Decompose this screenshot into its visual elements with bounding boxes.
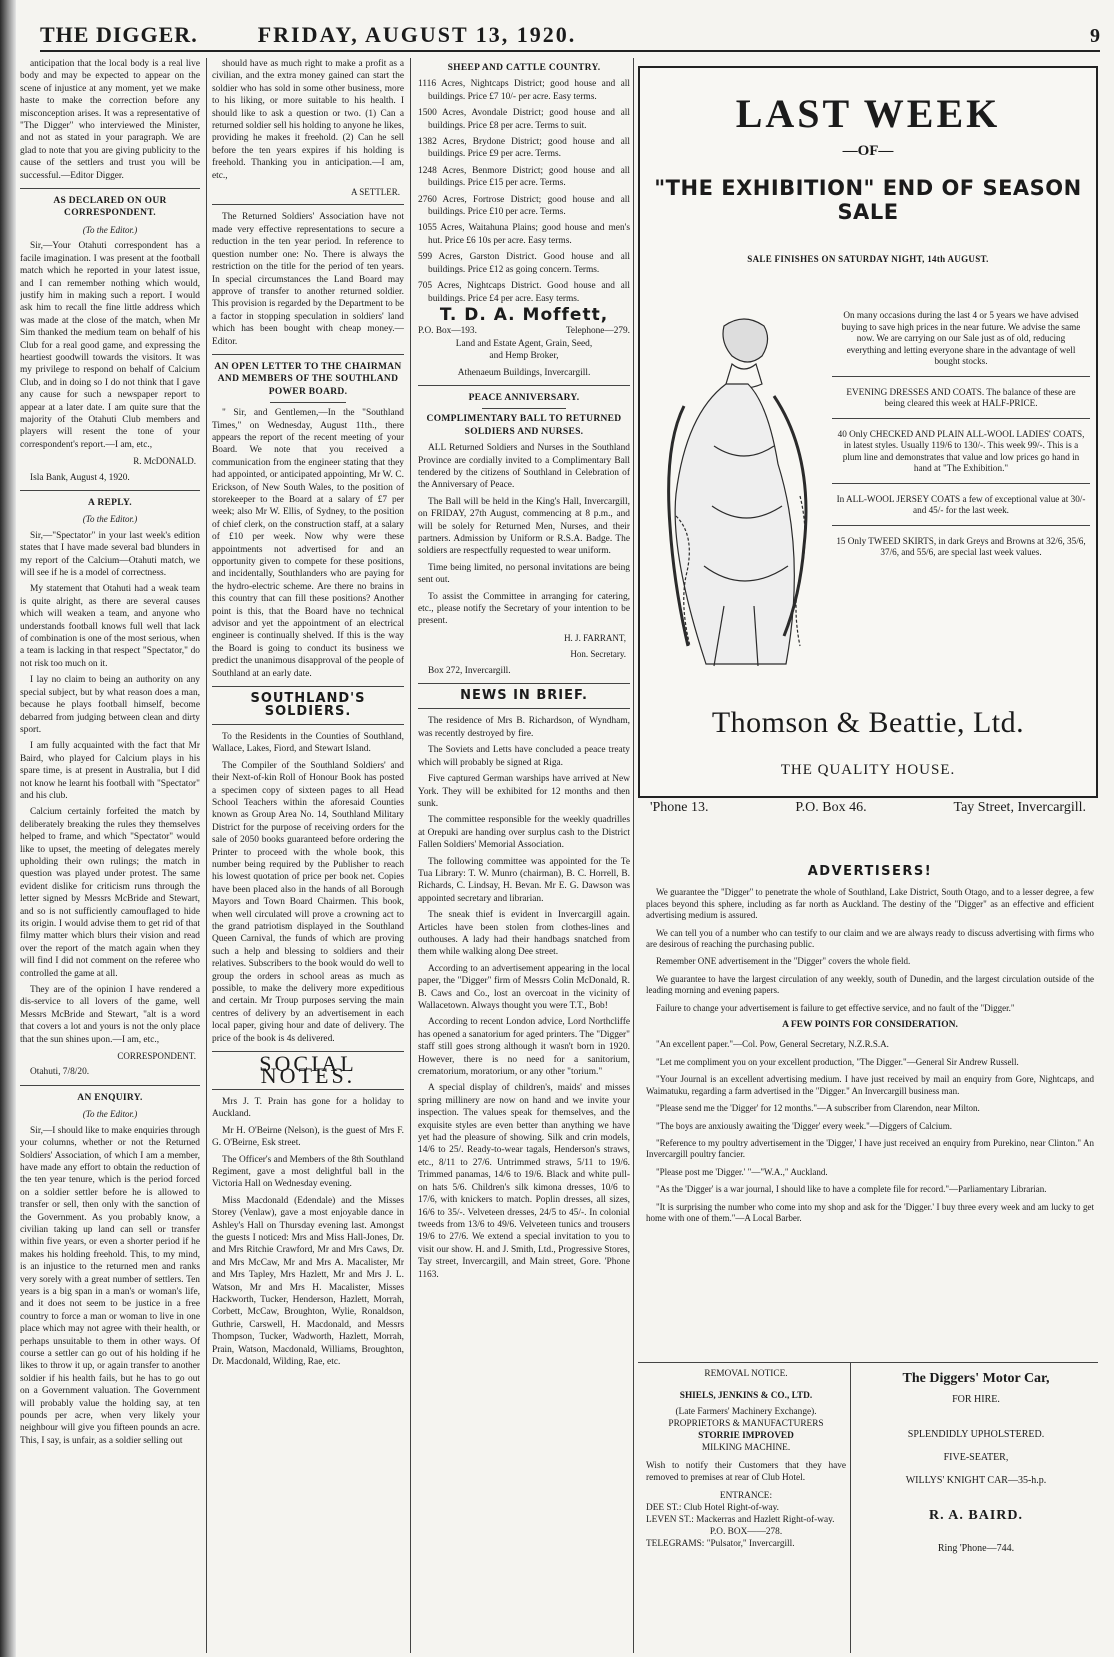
ad-sale-title: "THE EXHIBITION" END OF SEASON SALE: [654, 176, 1082, 224]
testimonial: "It is surprising the number who come into my shop and ask for the 'Digger.' I buy three every week and am lucky to get home with one of them."—A Local Barber.: [646, 1201, 1094, 1223]
binding-edge: [0, 0, 16, 1657]
letter-signature: A SETTLER.: [351, 187, 400, 198]
testimonial: "Please send me the 'Digger' for 12 months."—A subscriber from Clarendon, near Milton.: [656, 1103, 980, 1114]
advertisers-notice: [646, 866, 1094, 1230]
property-listing: 1500 Acres, Avondale District; good house and all buildings. Price £8 per acre. Terms to suit.: [418, 108, 630, 131]
to-editor: (To the Editor.): [82, 514, 138, 525]
heading-peace: PEACE ANNIVERSARY.: [468, 392, 580, 403]
news-item: The residence of Mrs B. Richardson, of Wyndham, was recently destroyed by fire.: [418, 716, 630, 739]
ad-item: 15 Only TWEED SKIRTS, in dark Greys and Browns at 32/6, 35/6, 37/6, and 55/6, are special last week values.: [836, 535, 1086, 557]
ball-paragraph: Time being limited, no personal invitations are being sent out.: [418, 562, 630, 586]
testimonial: "Let me compliment you on your excellent production, "The Digger."—General Sir Andrew Russell.: [656, 1056, 1019, 1067]
motor-title: The Diggers' Motor Car,: [902, 1371, 1050, 1386]
heading-enquiry: AN ENQUIRY.: [77, 1092, 143, 1103]
column-2: [212, 58, 404, 1653]
column-rule: [410, 58, 411, 1653]
letter-paragraph: Calcium certainly forfeited the match by deliberately breaking the rules they themselves helped to frame, and which "Spectator" would like to upset, the meeting of delegates merely upholding their own rulings; the match in question was played under protest. The same evident dislike for criticism runs through the letter signed by Messrs McBride and Stewart, and so is not sufficiently camouflaged to hide its origin. I would advise them to get rid of that filmy matter which blurs their vision and read over the report of the match again when they will find I did not comment on the referee who controlled the game at all.: [20, 807, 200, 979]
motor-upholstered: SPLENDIDLY UPHOLSTERED.: [907, 1429, 1045, 1440]
removal-firm: SHIELS, JENKINS & CO., LTD.: [679, 1391, 813, 1401]
motor-car-ad: [858, 1372, 1094, 1555]
ball-signature-title: Hon. Secretary.: [570, 649, 626, 660]
paper-title: THE DIGGER.: [40, 22, 198, 47]
moffett-phone: Telephone—279.: [565, 326, 630, 337]
advertisers-title: ADVERTISERS!: [807, 864, 933, 879]
letter-paragraph: They are of the opinion I have rendered a dis-service to all lovers of the game, well Messrs McBride and Stewart, "alt is a word that covers a lot and yours is not the only place that the sun shines upon.—I am, etc.,: [20, 985, 200, 1045]
testimonial: "Your Journal is an excellent advertising medium. I have just received by mail an enquiry from Gore, Nightcaps, and Waimatuku, regarding a farm advertised in the "Digger." An Invercargill business man.: [646, 1074, 1094, 1096]
soldiers-paragraph: The Compiler of the Southland Soldiers' and their Next-of-kin Roll of Honour Book has posted a specimen copy of sixteen pages to all Head School Teachers within the aforesaid Counties known as Group Area No. 14, Southland Military District for the purpose of receiving orders for the sale of 2050 books guaranteed before ordering the Printer to proceed with the whole book, this number being required by the Publisher to reach his lowest quotation of price per book net. Copies have been placed also in the hands of all Borough Mayors and Town Board Chairmen. This book, when well circulated will prove a crowning act to the grand patriotism displayed in the Southland Queen Carnival, the funds of which are proving such a help and blessing to soldiers and their relatives. Subscribers to the book would do well to group the orders in school areas as much as possible, to make the delivery more expeditious and certain. Mr Troup purposes serving the main centres of delivery by an advertisement in each local paper, giving hour and date of delivery. The price of the book is 4s delivered.: [212, 760, 404, 1044]
letter-continued: should have as much right to make a profit as a civilian, and the extra money gained can start the soldier who has sold in some other business, more to his liking, or more suitable to his health. I should like to ask a question or two. (1) Can a returned soldier sell his holding to anyone he likes, providing he makes it freehold. (2) Can he sell before the ten years expires if his holding is freehold. Thanking you in anticipation.—I am, etc.,: [212, 59, 404, 181]
ball-paragraph: ALL Returned Soldiers and Nurses in the Southland Province are cordially invited to a Complimentary Ball tendered by the citizens of Southland in Celebration of the Anniversary of Peace.: [418, 443, 630, 491]
news-item: The Soviets and Letts have concluded a peace treaty which will probably be signed at Riga.: [418, 745, 630, 768]
news-item: The following committee was appointed for the Te Tua Library: T. W. Munro (chairman), B. C. Horrell, B. Richards, C. Lindsay, H. Bevan. Mr E. G. Dawson was appointed secretary and librarian.: [418, 856, 630, 904]
editor-reply: The Returned Soldiers' Association have not made very effective representations to secure a reduction in the ten year period. In reference to question number one: No. There is always the restriction on the title for the period of ten years. In special circumstances the Land Board may approve of transfer to another returned soldier. This provision is regarded by the Department to be a factor in stopping speculation in soldiers' land which has been bought with cheap money.—Editor.: [212, 212, 404, 347]
removal-milking: MILKING MACHINE.: [701, 1443, 791, 1453]
motor-hire: FOR HIRE.: [952, 1394, 1000, 1405]
motor-phone: Ring 'Phone—744.: [937, 1543, 1015, 1554]
ball-box: Box 272, Invercargill.: [428, 665, 511, 676]
column-1: [20, 58, 200, 1653]
masthead: [40, 20, 1100, 52]
open-letter-body: " Sir, and Gentlemen,—In the "Southland Times," on Wednesday, August 11th., there appears the report of the recent meeting of your Board. We note that you received a communication from the engineer stating that they had appointed, or anticipated appointing, Mr W. C. Erickson, of New South Wales, to the position of storekeeper to the Board at a salary of £7 per week; also Mr W. Ellis, of Sydney, to the position of chief clerk, on the construction staff, at a salary of £10 per week. Now why were these appointments not advertised for and an opportunity given to compete for these positions, and incidentally, Southlanders who are paying for the hydro-electric scheme. Are there no brains in this country that can fill these positions? Another point is this, that the Board have no technical advisor and yet the appointment of an electrical engineer is continually shelved. If this is the way the Board is going to conduct its business we predict the unanimous disapproval of the people of Southland at an early date.: [212, 408, 404, 679]
letter-paragraph: Sir,—I should like to make enquiries through your columns, whether or not the Returned Soldiers' Association, of which I am a member, have made any effort to obtain the reduction of the ten year tenure, which is the period forced on a soldier settler before he is allowed to transfer or sell, then only with the sanction of the Government. As you probably know, a civilian taking up land can sell or transfer within five years, or even a shorter period if he makes his holding freehold. This, to my mind, is an injustice to the returned men and ranks very sorely with a great number of settlers. Ten years is a big span in a man's or woman's life, and it does not seem to be justice in a free country to force a man or woman to live in one place which may not agree with their health, or perhaps unsuitable to them in other ways. Of course a settler can go out of his holding if he likes to throw it up, or again transfer to another soldier if his health fails, but he has to go out on a Government valuation. The Government will probably value the holding say, at ten pounds per acre, when very likely your neighbour will give you fifteen pounds an acre. This, I say, is unfair, as a soldier selling out: [20, 1125, 200, 1446]
ad-item: EVENING DRESSES AND COATS. The balance of these are being cleared this week at HALF-PRICE.: [832, 377, 1090, 419]
moffett-name: T. D. A. Moffett,: [439, 304, 609, 325]
ad-item: In ALL-WOOL JERSEY COATS a few of exceptional value at 30/- and 45/- for the last week.: [832, 484, 1090, 526]
removal-storrie: STORRIE IMPROVED: [698, 1431, 794, 1441]
testimonial: "Reference to my poultry advertisement in the 'Digger,' I have just received an enquiry from Purekino, near Clinton." An Invercargill poultry fancier.: [646, 1137, 1094, 1160]
motor-seater: FIVE-SEATER,: [943, 1452, 1009, 1463]
ad-headline: LAST WEEK: [735, 91, 1001, 136]
removal-late: (Late Farmers' Machinery Exchange).: [675, 1407, 817, 1417]
letter-date: Isla Bank, August 4, 1920.: [30, 472, 130, 483]
letter-paragraph: Sir,—Your Otahuti correspondent has a facile imagination. I was present at the football match which he reported in your latest issue, and I can remember nothing which would, justify him in making such a report. I would ask him to recall the fine little address which was made at the close of the match, when Mr Sim thanked the medium team on behalf of his Club for a real good game, and expressing the heartiest goodwill towards the visitors. It was my privilege to respond on behalf of Calcium Club, and in doing so I do not think that I gave any cause for such a newspaper report to appear at a later date. I am quite sure that the majority of the Otahuti Club members and players will resent the tone of your correspondent's report.—I am, etc.,: [20, 241, 200, 450]
testimonial: "As the 'Digger' is a war journal, I should like to have a complete file for record."—Parliamentary Librarian.: [656, 1184, 1047, 1195]
news-item: The committee responsible for the weekly quadrilles at Orepuki are handing over surplus cash to the District Fallen Soldiers' Memorial Association.: [418, 815, 630, 851]
advertisers-paragraph: We guarantee the "Digger" to penetrate the whole of Southland, Lake District, South Otago, and to a lesser degree, a few places beyond this sphere, including as far north as Auckland. The destiny of the "Digger" as an effective and efficient advertising medium is assured.: [646, 887, 1094, 921]
heading-southlands-soldiers: SOUTHLAND'S SOLDIERS.: [250, 691, 366, 719]
news-item: According to an advertisement appearing in the local paper, the "Digger" firm of Messrs Colin McDonald, R. B. Caws and Co., lost an overcoat in the vicinity of Wallacetown. Always thought you were T.T., Bob!: [418, 963, 630, 1011]
property-listing: 1055 Acres, Waitahuna Plains; good house and men's hut. Price £6 10s per acre. Easy terms.: [418, 223, 630, 246]
letter-signature: CORRESPONDENT.: [117, 1051, 196, 1062]
advertisers-paragraph: Failure to change your advertisement is failure to get effective service, and no fault of the "Digger.": [656, 1002, 1015, 1013]
motor-car-model: WILLYS' KNIGHT CAR—35-h.p.: [905, 1475, 1047, 1486]
advertisers-paragraph: Remember ONE advertisement in the "Digger" covers the whole field.: [656, 956, 911, 967]
letter-date: Otahuti, 7/8/20.: [30, 1067, 90, 1078]
property-listing: 1382 Acres, Brydone District; good house and all buildings. Price £9 per acre. Terms.: [418, 137, 630, 160]
letter-paragraph: I am fully acquainted with the fact that Mr Baird, who played for Calcium plays in his spare time, is at present in Australia, but I did not know he learnt his football with "Spectator" and his club.: [20, 741, 200, 801]
heading-sheep-cattle: SHEEP AND CATTLE COUNTRY.: [447, 63, 601, 73]
social-item: Mrs J. T. Prain has gone for a holiday to Auckland.: [212, 1096, 404, 1120]
moffett-address: Athenaeum Buildings, Invercargill.: [457, 367, 591, 378]
removal-notice: [646, 1368, 846, 1550]
property-listing: 2760 Acres, Fortrose District; good house and all buildings. Price £10 per acre. Terms.: [418, 194, 630, 218]
property-listing: 1116 Acres, Nightcaps District; good house and all buildings. Price £7 10/- per acre. Easy terms.: [418, 79, 630, 102]
soldiers-paragraph: To the Residents in the Counties of Southland, Wallace, Lakes, Fiord, and Stewart Island.: [212, 731, 404, 755]
removal-proprietors: PROPRIETORS & MANUFACTURERS: [668, 1419, 824, 1429]
removal-entrance: ENTRANCE:: [719, 1491, 773, 1501]
ball-paragraph: The Ball will be held in the King's Hall, Invercargill, on FRIDAY, 27th August, commencing at 8 p.m., and will be solely for Returned Men, Nurses, and their partners. Admission by Uniform or R.S.A. Badge. The soldiers are respectfully requested to wear uniform.: [418, 496, 630, 557]
ad-street: Tay Street, Invercargill.: [953, 800, 1086, 815]
removal-dee: DEE ST.: Club Hotel Right-of-way.: [646, 1503, 779, 1513]
advertisers-paragraph: We can tell you of a number who can testify to our claim and we are always ready to discuss advertising with firms who are desirous of reaching the purchasing public.: [646, 927, 1094, 950]
property-listing: 705 Acres, Nightcaps District. Good house and all buildings. Price £4 per acre. Easy terms.: [418, 281, 630, 304]
heading-news-in-brief: NEWS IN BRIEF.: [460, 688, 588, 704]
testimonial: "An excellent paper."—Col. Pow, General Secretary, N.Z.R.S.A.: [656, 1039, 889, 1050]
social-item: Miss Macdonald (Edendale) and the Misses Storey (Venlaw), gave a most enjoyable dance in Ashley's Hall on Thursday evening last. Amongst the guests I noticed: Mrs and Miss Hall-Jones, Dr. and Mrs Ritchie Crawford, Mr and Mrs Caws, Dr. and Mrs McCaw, Mr and Mrs A. Macalister, Mr and Mrs Tapley, Mrs Hazlett, Mr and Mrs J. L. Watson, Mr and Mrs H. Macalister, Misses Hackworth, Tucker, Henderson, Hazlett, Morrah, Corbett, McCaw, Broughton, Wylie, Ronaldson, Guthrie, Carswell, H. Macdonald, and Messrs Thompson, Tucker, Wadworth, Hazlett, Morrah, Prain, Watson, Macdonald, Williams, Broughton, Dr. Macdonald, Wilding, Rae, etc.: [212, 1195, 404, 1367]
motor-owner: R. A. BAIRD.: [928, 1508, 1024, 1523]
heading-declared: AS DECLARED ON OUR CORRESPONDENT.: [53, 196, 167, 219]
heading-social-notes: SOCIAL NOTES.: [259, 1051, 357, 1089]
ad-phone: 'Phone 13.: [650, 800, 709, 815]
removal-notify: Wish to notify their Customers that they have removed to premises at rear of Club Hotel.: [646, 1461, 846, 1483]
ad-of: —OF—: [842, 143, 894, 159]
letter-signature: R. McDONALD.: [133, 456, 196, 467]
column-rule: [633, 58, 634, 1653]
heading-reply: A REPLY.: [88, 498, 132, 508]
column-3: [418, 58, 630, 1653]
advertisers-paragraph: We guarantee to have the largest circulation of any weekly, south of Dunedin, and the largest circulation outside of the leading morning and evening papers.: [646, 973, 1094, 996]
heading-open-letter: AN OPEN LETTER TO THE CHAIRMAN AND MEMBERS OF THE SOUTHLAND POWER BOARD.: [214, 361, 402, 397]
editor-note: anticipation that the local body is a real live body and may be expected to appear on the scene of injustice at any moment, yet we make haste to make the correction before any misconception arises. It was a representative of "The Digger" who interviewed the Minister, and not as stated in your paragraph. We are glad to note that you are giving publicity to the cause of the settlers and trust you will be successful.—Editor Digger.: [20, 59, 200, 181]
moffett-box: P.O. Box—193.: [418, 326, 477, 337]
column-rule: [206, 58, 207, 1653]
ball-signature: H. J. FARRANT,: [564, 632, 626, 643]
fashion-illustration: [654, 306, 824, 686]
section-rule: [638, 1362, 1098, 1363]
moffett-trade: Land and Estate Agent, Grain, Seed,: [455, 338, 593, 349]
removal-telegrams: TELEGRAMS: "Pulsator," Invercargill.: [646, 1539, 795, 1549]
ad-firm-name: Thomson & Beattie, Ltd.: [711, 706, 1025, 739]
to-editor: (To the Editor.): [82, 1109, 138, 1120]
letter-paragraph: Sir,—"Spectator" in your last week's edition states that I have made several bad blunders in my report of the Calcium—Otahuti match, we will see if he is a model of correctness.: [20, 530, 200, 579]
social-item: The Officer's and Members of the 8th Southland Regiment, gave a most delightful ball in the Victoria Hall on Wednesday evening.: [212, 1154, 404, 1190]
ad-box: P.O. Box 46.: [795, 800, 867, 815]
letter-paragraph: I lay no claim to being an authority on any special subject, but by what reason does a man, because he plays football himself, become debarred from judging between clean and dirty sport.: [20, 675, 200, 735]
news-item: A special display of children's, maids' and misses spring millinery are now on hand and we invite your inspection. The values speak for themselves, and the exquisite styles are even better than anything we have yet had the pleasure of showing. Silk and crin models, 14/6 to 25/. Ready-to-wear tagals, Henderson's straws, etc., 8/11 to 27/6. Untrimmed straws, 5/11 to 19/6. Trimmed panamas, 14/6 to 19/6. Black and white pull-on hats 5/6. Children's silk kimona dresses, 10/6 to 17/6, with knickers to match. Poplin dresses, all sizes, 16/6 to 35/-. Velveteen dresses, 24/5 to 45/-. In colonial tweeds from 13/6 to 49/6. Velveteen tunics and trousers 19/6 to 27/6. We extend a special invitation to you to visit our show. H. and J. Smith, Ltd., Progressive Stores, Tay street, Invercargill, and Main street, Gore. 'Phone 1163.: [418, 1083, 630, 1280]
ad-item: 40 Only CHECKED AND PLAIN ALL-WOOL LADIES' COATS, in latest styles. Usually 119/6 to 130/-. This week 99/-. This is a plum line and demonstrates that value and low prices go hand in hand at "The Exhibition.": [832, 419, 1090, 484]
testimonial: "The boys are anxiously awaiting the 'Digger' every week."—Diggers of Calcium.: [656, 1120, 953, 1131]
moffett-trade: and Hemp Broker,: [489, 351, 559, 362]
removal-leven: LEVEN ST.: Mackerras and Hazlett Right-of-way.: [646, 1515, 835, 1525]
property-listing: 599 Acres, Garston District. Good house and all buildings. Price £12 as going concern. Terms.: [418, 252, 630, 275]
news-item: According to recent London advice, Lord Northcliffe has opened a sanatorium for aged printers. The "Digger" staff still goes strong although it wasn't born in 1920. However, there is no need for a sanitorium, crematorium, moratorium, or any other "torium.": [418, 1017, 630, 1078]
letter-paragraph: My statement that Otahuti had a weak team is quite alright, as there are several causes which will weaken a team, and anyone who understands football knows full well that lack of combination is one of the most serious, when a team is lacking in that respect "Spectator," do not risk too much on it.: [20, 584, 200, 669]
removal-pobox: P.O. BOX——278.: [709, 1527, 783, 1537]
heading-ball: COMPLIMENTARY BALL TO RETURNED SOLDIERS AND NURSES.: [426, 414, 622, 437]
page-number: 9: [1090, 25, 1100, 47]
ad-quality-house: THE QUALITY HOUSE.: [780, 762, 956, 778]
removal-title: REMOVAL NOTICE.: [704, 1369, 788, 1379]
to-editor: (To the Editor.): [82, 224, 138, 235]
ad-item: On many occasions during the last 4 or 5 years we have advised buying to save high prices in the near future. We advise the same now. We are carrying on our Sale just as of old, reducing everything and letting everyone share in the advantage of well bought stocks.: [832, 300, 1090, 377]
ad-sale-finish: SALE FINISHES ON SATURDAY NIGHT, 14th AUGUST.: [747, 254, 989, 264]
testimonial: "Please post me 'Digger.' "—"W.A.," Auckland.: [656, 1166, 828, 1177]
thomson-beattie-ad: [638, 66, 1098, 815]
social-item: Mr H. O'Beirne (Nelson), is the guest of Mrs F. G. O'Beirne, Esk street.: [212, 1125, 404, 1149]
news-item: The sneak thief is evident in Invercargill again. Articles have been stolen from clothes-lines and outhouses. A lady had their handbags snatched from them while walking along Dee street.: [418, 910, 630, 958]
issue-date: FRIDAY, AUGUST 13, 1920.: [257, 22, 577, 47]
column-rule: [850, 1362, 851, 1653]
ball-paragraph: To assist the Committee in arranging for catering, etc., please notify the Secretary of your intention to be present.: [418, 591, 630, 627]
few-points-title: A FEW POINTS FOR CONSIDERATION.: [782, 1020, 958, 1031]
property-listing: 1248 Acres, Benmore District; good house and all buildings. Price £15 per acre. Terms.: [418, 165, 630, 189]
news-item: Five captured German warships have arrived at New York. They will be exhibited for 12 months and then sunk.: [418, 774, 630, 809]
